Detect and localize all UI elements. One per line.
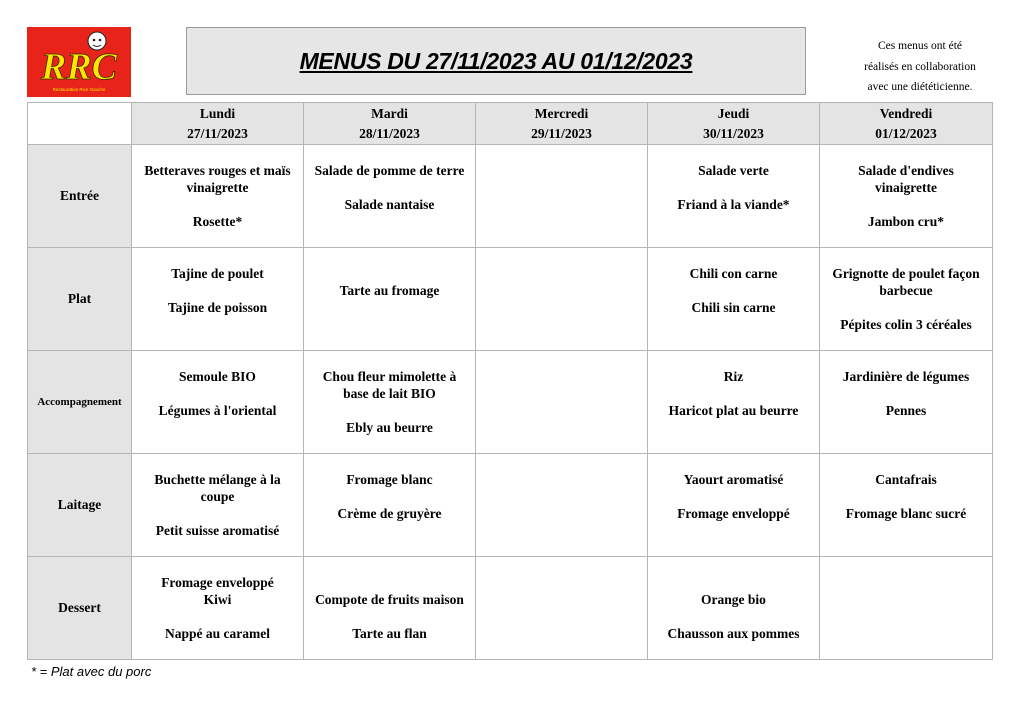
dish-line: [560, 574, 563, 591]
dish-line: coupe: [200, 489, 235, 504]
dish-line: [732, 179, 735, 196]
dish-line: [560, 299, 563, 316]
dish-line: Salade nantaise: [344, 197, 435, 212]
dish-line: [904, 385, 907, 402]
menu-row: [28, 248, 993, 351]
dish-line: vinaigrette: [186, 180, 249, 195]
dish-line: [560, 162, 563, 179]
dish-line: Chili con carne: [689, 266, 778, 281]
dish-line: [732, 213, 735, 230]
menu-cell: [820, 248, 993, 351]
dish-line: Haricot plat au beurre: [668, 403, 799, 418]
logo-lettering: RRC: [40, 46, 118, 88]
note-line: Ces menus ont été: [878, 40, 962, 52]
menu-cell: [820, 454, 993, 557]
dish-line: [732, 522, 735, 539]
dish-line: Betteraves rouges et maïs: [144, 163, 291, 178]
menu-cell: [648, 351, 820, 454]
dish-line: [732, 316, 735, 333]
menu-cell: [820, 145, 993, 248]
dish-line: [388, 522, 391, 539]
dish-line: [560, 179, 563, 196]
dish-line: [732, 488, 735, 505]
dietitian-note: [835, 36, 1005, 98]
dish-line: [388, 213, 391, 230]
dish-line: barbecue: [879, 283, 933, 298]
menu-row: [28, 145, 993, 248]
menu-cell: [648, 557, 820, 660]
menu-cell: [648, 248, 820, 351]
day-header-mercredi: [476, 103, 648, 145]
dish-line: Grignotte de poulet façon: [832, 266, 980, 281]
dish-line: Fromage blanc sucré: [845, 506, 967, 521]
menu-row: [28, 351, 993, 454]
dish-line: [560, 591, 563, 608]
dish-line: Buchette mélange à la: [154, 472, 281, 487]
dish-line: [904, 522, 907, 539]
day-name: Mardi: [371, 105, 408, 121]
dish-line: Pépites colin 3 céréales: [840, 317, 972, 332]
menu-cell: [132, 145, 304, 248]
dish-line: [732, 419, 735, 436]
day-header-lundi: [132, 103, 304, 145]
menu-cell: [476, 454, 648, 557]
dish-line: [388, 316, 391, 333]
dish-line: [904, 299, 907, 316]
dish-line: [560, 385, 563, 402]
dish-line: [216, 282, 219, 299]
menu-cell: [304, 248, 476, 351]
day-name: Vendredi: [879, 105, 933, 121]
dish-line: Crème de gruyère: [337, 506, 442, 521]
logo: [27, 27, 131, 97]
dish-line: [560, 213, 563, 230]
row-label: Plat: [28, 248, 132, 351]
menu-row: [28, 557, 993, 660]
dish-line: [732, 282, 735, 299]
dish-line: Fromage enveloppé: [161, 575, 274, 590]
day-header-jeudi: [648, 103, 820, 145]
dish-line: Salade de pomme de terre: [314, 163, 465, 178]
dish-line: Cantafrais: [875, 472, 937, 487]
dish-line: [560, 196, 563, 213]
dish-line: Salade d'endives: [858, 163, 954, 178]
dish-line: Légumes à l'oriental: [158, 403, 277, 418]
menu-cell: [132, 351, 304, 454]
dish-line: Tajine de poisson: [167, 300, 268, 315]
title-box: [186, 27, 806, 95]
dish-line: [388, 608, 391, 625]
note-line: réalisés en collaboration: [864, 60, 976, 73]
row-label: Laitage: [28, 454, 132, 557]
day-date: 30/11/2023: [703, 125, 764, 141]
dish-line: [388, 179, 391, 196]
dish-line: Chili sin carne: [691, 300, 776, 315]
dish-line: [388, 488, 391, 505]
dish-line: [560, 505, 563, 522]
dish-line: Rosette*: [192, 214, 243, 229]
menu-cell: [476, 248, 648, 351]
menu-cell: [304, 351, 476, 454]
menu-cell: [476, 145, 648, 248]
dish-line: Kiwi: [203, 592, 232, 607]
menu-cell: [304, 145, 476, 248]
dish-line: Salade verte: [698, 163, 769, 178]
dish-line: [560, 316, 563, 333]
footnote: * = Plat avec du porc: [31, 664, 152, 679]
dish-line: Jardinière de légumes: [842, 369, 970, 384]
dish-line: Petit suisse aromatisé: [155, 523, 280, 538]
row-label: Dessert: [28, 557, 132, 660]
dish-line: Fromage enveloppé: [677, 506, 790, 521]
dish-line: [904, 488, 907, 505]
day-date: 01/12/2023: [875, 125, 937, 141]
menu-cell: [304, 557, 476, 660]
dish-line: [216, 385, 219, 402]
menu-cell: [820, 557, 993, 660]
dish-line: [216, 316, 219, 333]
row-label: Accompagnement: [28, 351, 132, 454]
dish-line: vinaigrette: [875, 180, 937, 195]
dish-line: [560, 282, 563, 299]
dish-line: Semoule BIO: [179, 369, 256, 384]
dish-line: [560, 419, 563, 436]
menu-cell: [648, 454, 820, 557]
menu-cell: [132, 248, 304, 351]
dish-line: [216, 505, 219, 522]
dish-line: Compote de fruits maison: [315, 592, 464, 607]
dish-line: [388, 574, 391, 591]
day-name: Mercredi: [534, 105, 589, 121]
dish-line: [560, 471, 563, 488]
menu-cell: [304, 454, 476, 557]
dish-line: [904, 196, 907, 213]
header-row: [28, 103, 993, 145]
page-title: MENUS DU 27/11/2023 AU 01/12/2023: [299, 47, 693, 74]
logo-tagline: Restauration Rive Gauche: [52, 87, 106, 92]
dish-line: [388, 265, 391, 282]
menu-cell: [132, 557, 304, 660]
dish-line: [904, 574, 907, 591]
dish-line: Friand à la viande*: [677, 197, 790, 212]
menu-cell: [820, 351, 993, 454]
dish-line: Chausson aux pommes: [667, 626, 800, 641]
dish-line: Tarte au flan: [352, 626, 427, 641]
dish-line: Orange bio: [701, 592, 766, 607]
dish-line: Tarte au fromage: [339, 283, 440, 298]
dish-line: Riz: [723, 369, 744, 384]
dish-line: base de lait BIO: [343, 386, 436, 401]
dish-line: [560, 368, 563, 385]
dish-line: Chou fleur mimolette à: [322, 369, 457, 384]
day-name: Lundi: [199, 105, 236, 121]
dish-line: [560, 608, 563, 625]
dish-line: [904, 591, 907, 608]
dish-line: [732, 608, 735, 625]
dish-line: Fromage blanc: [346, 472, 433, 487]
menu-cell: [132, 454, 304, 557]
dish-line: [216, 419, 219, 436]
dish-line: [560, 402, 563, 419]
dish-line: [560, 265, 563, 282]
dish-line: Jambon cru*: [867, 214, 945, 229]
dish-line: Yaourt aromatisé: [683, 472, 784, 487]
dish-line: Pennes: [885, 403, 927, 418]
dish-line: [216, 196, 219, 213]
dish-line: [388, 402, 391, 419]
note-line: avec une diététicienne.: [867, 81, 973, 93]
dish-line: [904, 419, 907, 436]
menu-row: [28, 454, 993, 557]
dish-line: [732, 574, 735, 591]
day-date: 29/11/2023: [531, 125, 592, 141]
corner-cell: [28, 103, 132, 145]
menu-cell: [476, 557, 648, 660]
dish-line: [560, 625, 563, 642]
dish-line: Ebly au beurre: [346, 420, 433, 435]
day-header-vendredi: [820, 103, 993, 145]
day-header-mardi: [304, 103, 476, 145]
row-label: Entrée: [28, 145, 132, 248]
dish-line: [216, 608, 219, 625]
menu-table: [27, 102, 993, 660]
dish-line: [560, 488, 563, 505]
day-date: 27/11/2023: [187, 125, 248, 141]
dish-line: [732, 385, 735, 402]
dish-line: [560, 522, 563, 539]
menu-cell: [648, 145, 820, 248]
dish-line: [388, 299, 391, 316]
dish-line: Nappé au caramel: [165, 626, 270, 641]
dish-line: Tajine de poulet: [171, 266, 264, 281]
day-date: 28/11/2023: [359, 125, 420, 141]
menu-cell: [476, 351, 648, 454]
dish-line: [904, 608, 907, 625]
dish-line: [904, 625, 907, 642]
day-name: Jeudi: [717, 105, 750, 121]
